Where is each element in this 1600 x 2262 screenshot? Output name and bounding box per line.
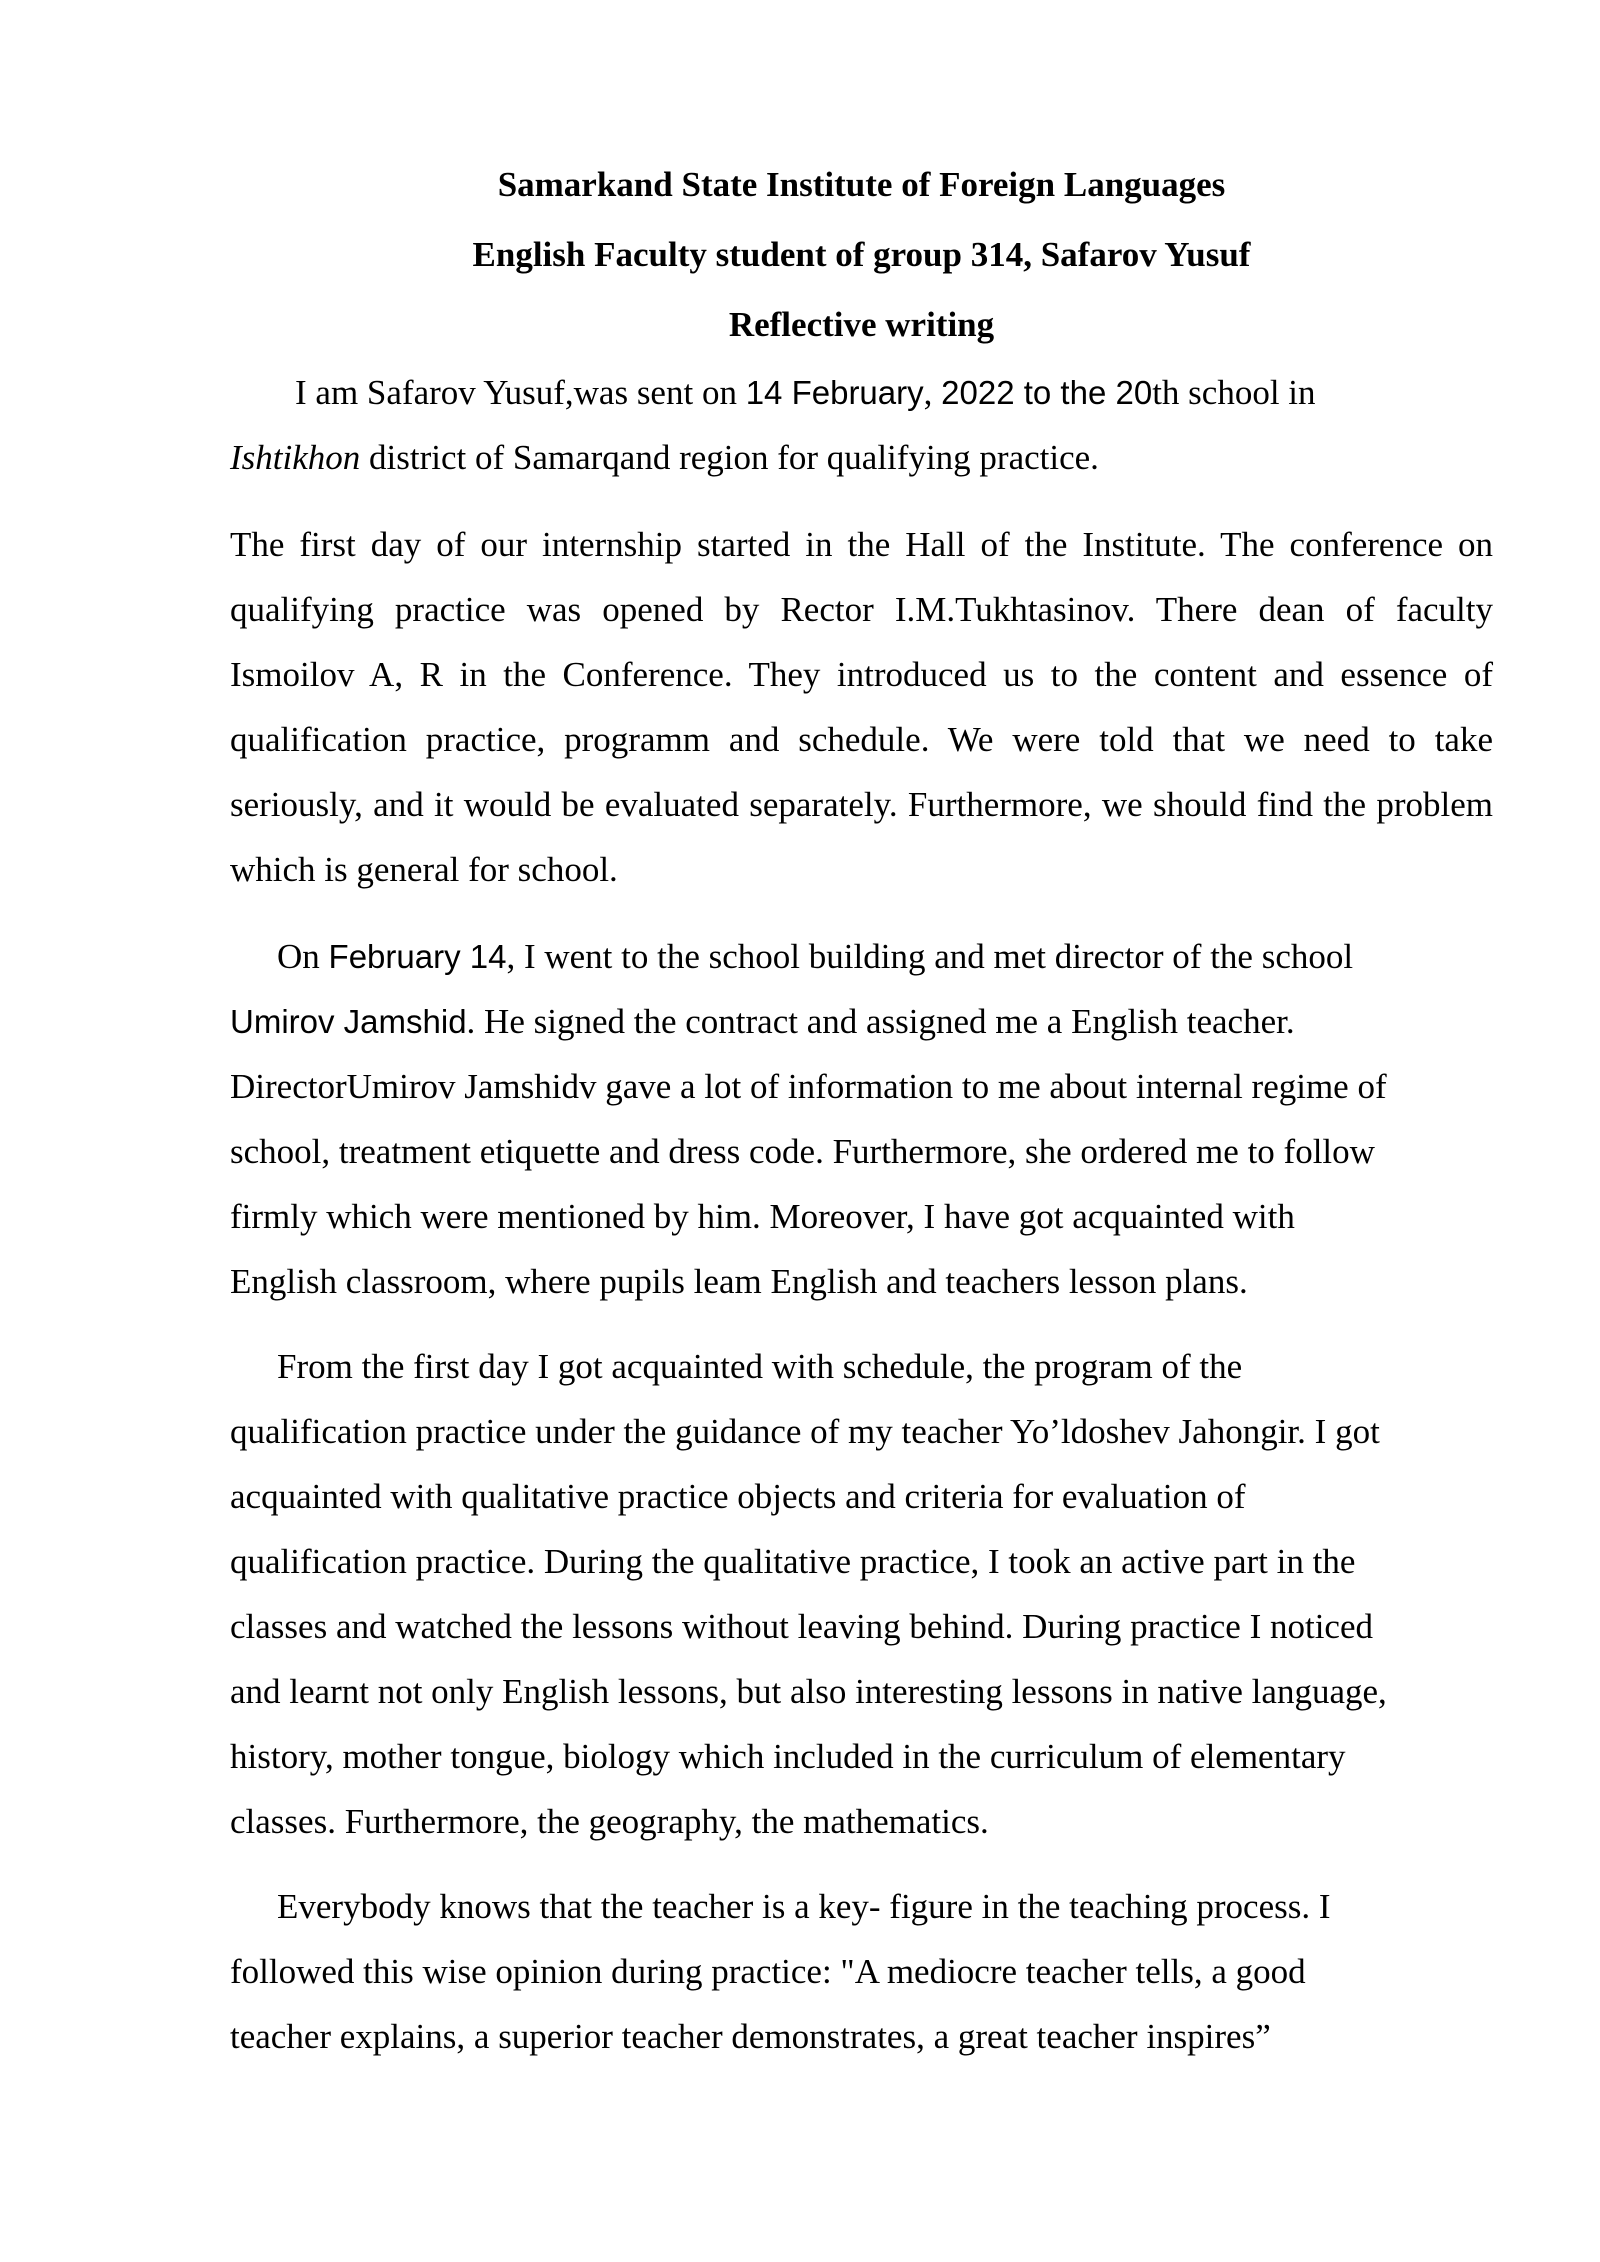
paragraph-internship: The first day of our internship started in the Hall of the Institute. The conference on qualifying practice was opened by Rector I.M.Tukhtasinov. There dean of faculty Ismoilov A, R in the Conference. They introduced us to the content and essence of qualification practice, programm and schedule. We were told that we need to take seriously, and it would be evaluated separately. Furthermore, we should find the problem which is general for school. <box>230 525 1493 889</box>
visit-line-4: school, treatment etiquette and dress code. Furthermore, she ordered me to follow <box>230 1132 1375 1171</box>
visit-text-e: . He signed the contract and assigned me a English teacher. <box>466 1002 1295 1041</box>
quote-line-3: teacher explains, a superior teacher demonstrates, a great teacher inspires” <box>230 2017 1271 2056</box>
visit-director-name: Umirov Jamshid <box>230 1003 467 1040</box>
visit-line-1 <box>230 924 1493 989</box>
quote-line-2: followed this wise opinion during practice: "A mediocre teacher tells, a good <box>230 1952 1306 1991</box>
intro-school-number: 20 <box>1115 374 1153 411</box>
visit-text-c: , I went to the school building and met director of the school <box>506 937 1354 976</box>
visit-line-6: English classroom, where pupils leam English and teachers lesson plans. <box>230 1262 1248 1301</box>
intro-text-a: I am Safarov Yusuf,was sent on <box>295 373 746 412</box>
practice-line-1: From the first day I got acquainted with schedule, the program of the <box>277 1347 1243 1386</box>
practice-line-7: history, mother tongue, biology which included in the curriculum of elementary <box>230 1737 1346 1776</box>
quote-line-1: Everybody knows that the teacher is a key- figure in the teaching process. I <box>277 1887 1331 1926</box>
paragraph-intro <box>230 360 1493 490</box>
intro-text-g: th school in <box>1152 373 1316 412</box>
visit-date: February 14 <box>328 938 507 975</box>
practice-line-6: and learnt not only English lessons, but also interesting lessons in native language, <box>230 1672 1387 1711</box>
paragraph-school-visit <box>230 924 1493 1314</box>
visit-line-5: firmly which were mentioned by him. Moreover, I have got acquainted with <box>230 1197 1295 1236</box>
intro-text-i: district of Samarqand region for qualifying practice. <box>360 438 1099 477</box>
institute-heading: Samarkand State Institute of Foreign Languages <box>497 165 1226 204</box>
paragraph-teacher-quote <box>230 1874 1493 2069</box>
practice-line-8: classes. Furthermore, the geography, the mathematics. <box>230 1802 989 1841</box>
document-page <box>230 150 1493 2069</box>
visit-line-3: DirectorUmirov Jamshidv gave a lot of information to me about internal regime of <box>230 1067 1387 1106</box>
student-line-heading: English Faculty student of group 314, Safarov Yusuf <box>472 235 1251 274</box>
document-title: Reflective writing <box>728 305 995 344</box>
intro-date: 14 February <box>745 374 924 411</box>
intro-text-c: , <box>923 373 942 412</box>
visit-text-a: On <box>277 937 329 976</box>
intro-district: Ishtikhon <box>230 438 361 477</box>
practice-line-5: classes and watched the lessons without leaving behind. During practice I noticed <box>230 1607 1374 1646</box>
practice-line-3: acquainted with qualitative practice objects and criteria for evaluation of <box>230 1477 1246 1516</box>
paragraph-practice <box>230 1334 1493 1854</box>
intro-year: 2022 <box>941 374 1015 411</box>
intro-line-1 <box>230 360 1493 425</box>
visit-line-2 <box>230 989 1493 1054</box>
practice-line-2: qualification practice under the guidance of my teacher Yo’ldoshev Jahongir. I got <box>230 1412 1380 1451</box>
practice-line-4: qualification practice. During the qualitative practice, I took an active part in the <box>230 1542 1356 1581</box>
intro-text-e: to the <box>1014 374 1116 411</box>
intro-line-2 <box>230 425 1493 490</box>
